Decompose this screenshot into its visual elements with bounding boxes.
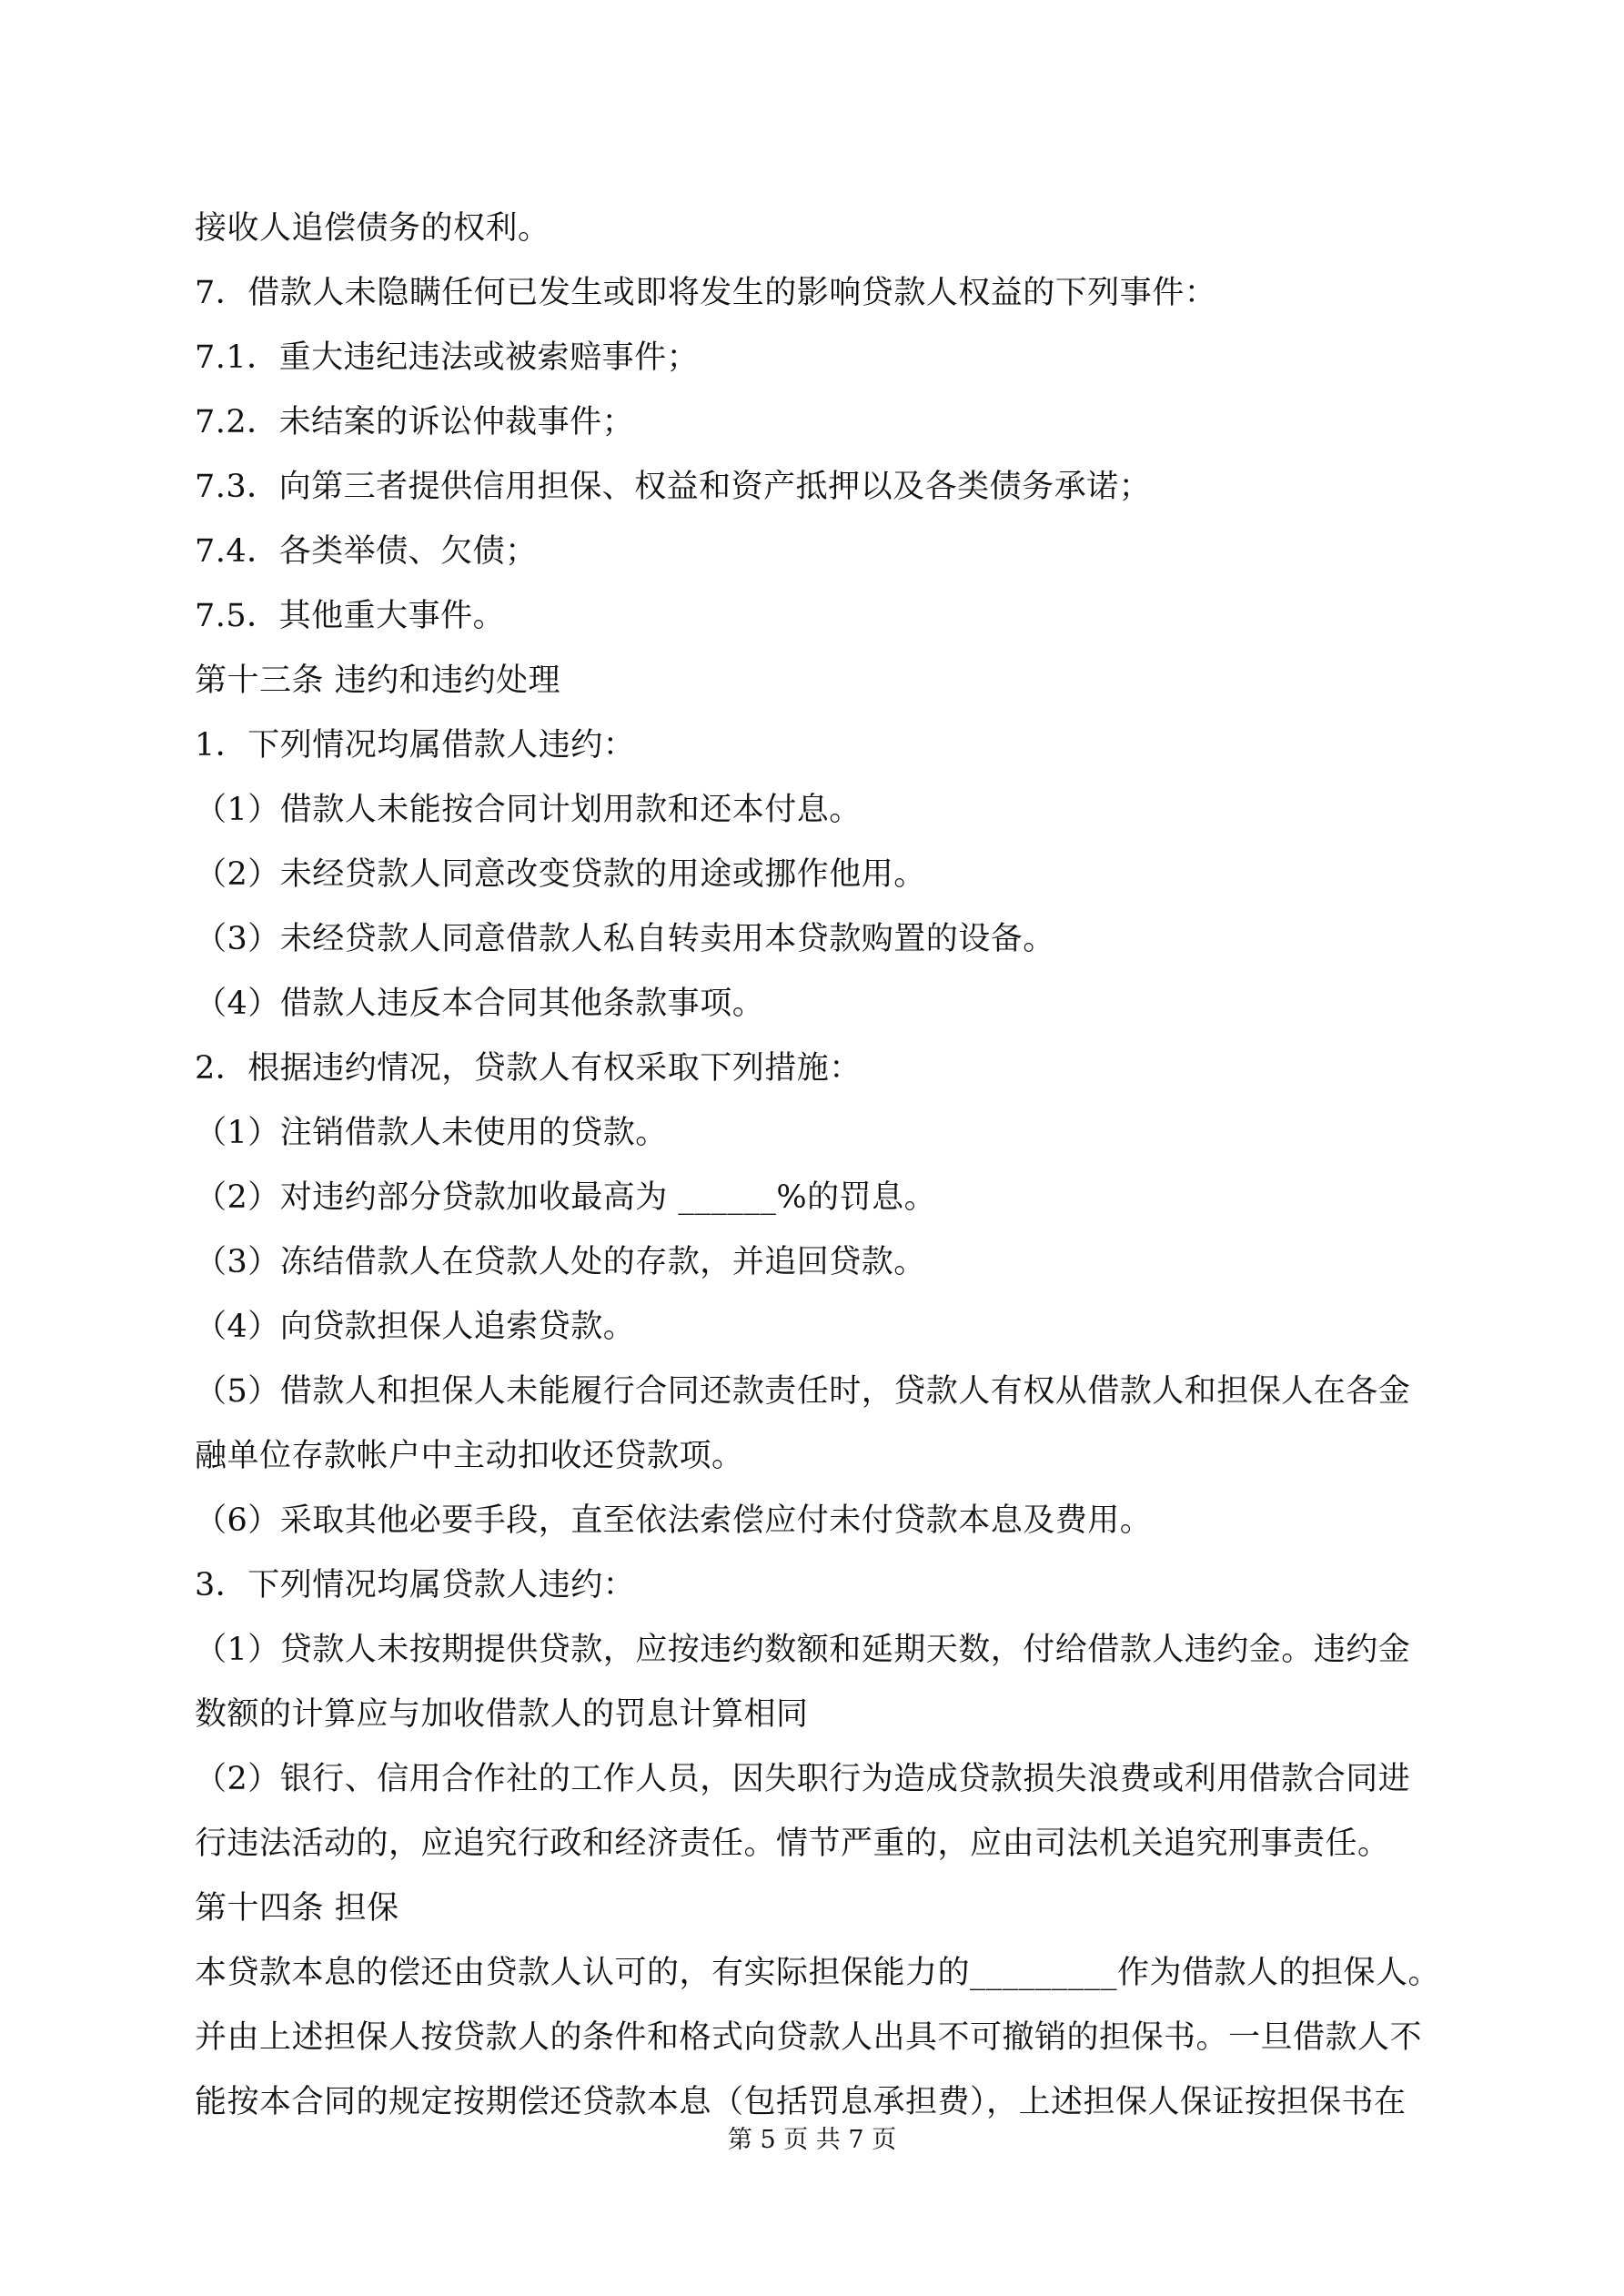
text-line: 7．借款人未隐瞒任何已发生或即将发生的影响贷款人权益的下列事件： xyxy=(195,275,1217,311)
text-line: 7.2．未结案的诉讼仲裁事件； xyxy=(195,404,635,440)
page-footer: 第 5 页 共 7 页 xyxy=(727,2126,897,2154)
text-line: 能按本合同的规定按期偿还贷款本息（包括罚息承担费），上述担保人保证按担保书在 xyxy=(195,2084,1407,2120)
text-line: 3．下列情况均属贷款人违约： xyxy=(195,1567,636,1603)
text-line: 7.5．其他重大事件。 xyxy=(195,598,506,634)
text-line: 数额的计算应与加收借款人的罚息计算相同 xyxy=(195,1696,809,1733)
text-line: （1）借款人未能按合同计划用款和还本付息。 xyxy=(195,792,862,828)
section-heading: 第十三条 违约和违约处理 xyxy=(195,663,561,699)
text-line: 7.3．向第三者提供信用担保、权益和资产抵押以及各类债务承诺； xyxy=(195,469,1152,505)
text-line: （5）借款人和担保人未能履行合同还款责任时，贷款人有权从借款人和担保人在各金 xyxy=(195,1373,1411,1410)
text-line: 7.1．重大违纪违法或被索赔事件； xyxy=(195,339,700,376)
text-line: 接收人追偿债务的权利。 xyxy=(195,210,550,247)
text-line: （3）冻结借款人在贷款人处的存款，并追回贷款。 xyxy=(195,1244,926,1280)
text-line: （2）未经贷款人同意改变贷款的用途或挪作他用。 xyxy=(195,856,926,893)
text-line: 融单位存款帐户中主动扣收还贷款项。 xyxy=(195,1438,744,1474)
text-line: 行违法活动的，应追究行政和经济责任。情节严重的，应由司法机关追究刑事责任。 xyxy=(195,1826,1390,1862)
page-body xyxy=(195,197,1441,2135)
text-line: （1）注销借款人未使用的贷款。 xyxy=(195,1115,668,1151)
text-line: （3）未经贷款人同意借款人私自转卖用本贷款购置的设备。 xyxy=(195,921,1055,957)
text-line: （4）借款人违反本合同其他条款事项。 xyxy=(195,986,765,1022)
text-line: （4）向贷款担保人追索贷款。 xyxy=(195,1309,636,1345)
text-line: 并由上述担保人按贷款人的条件和格式向贷款人出具不可撤销的担保书。一旦借款人不 xyxy=(195,2019,1423,2056)
text-line: 2．根据违约情况，贷款人有权采取下列措施： xyxy=(195,1050,862,1087)
section-heading: 第十四条 担保 xyxy=(195,1890,399,1927)
text-line: （1）贷款人未按期提供贷款，应按违约数额和延期天数，付给借款人违约金。违约金 xyxy=(195,1632,1411,1668)
text-line: （6）采取其他必要手段，直至依法索偿应付未付贷款本息及费用。 xyxy=(195,1502,1153,1539)
text-line: 1．下列情况均属借款人违约： xyxy=(195,727,636,764)
text-line: 7.4．各类举债、欠债； xyxy=(195,533,538,570)
text-line: （2）对违约部分贷款加收最高为 ______%的罚息。 xyxy=(195,1179,937,1216)
text-line: 本贷款本息的偿还由贷款人认可的，有实际担保能力的_________作为借款人的担保人。 xyxy=(195,1955,1441,1991)
text-line: （2）银行、信用合作社的工作人员，因失职行为造成贷款损失浪费或利用借款合同进 xyxy=(195,1761,1411,1797)
